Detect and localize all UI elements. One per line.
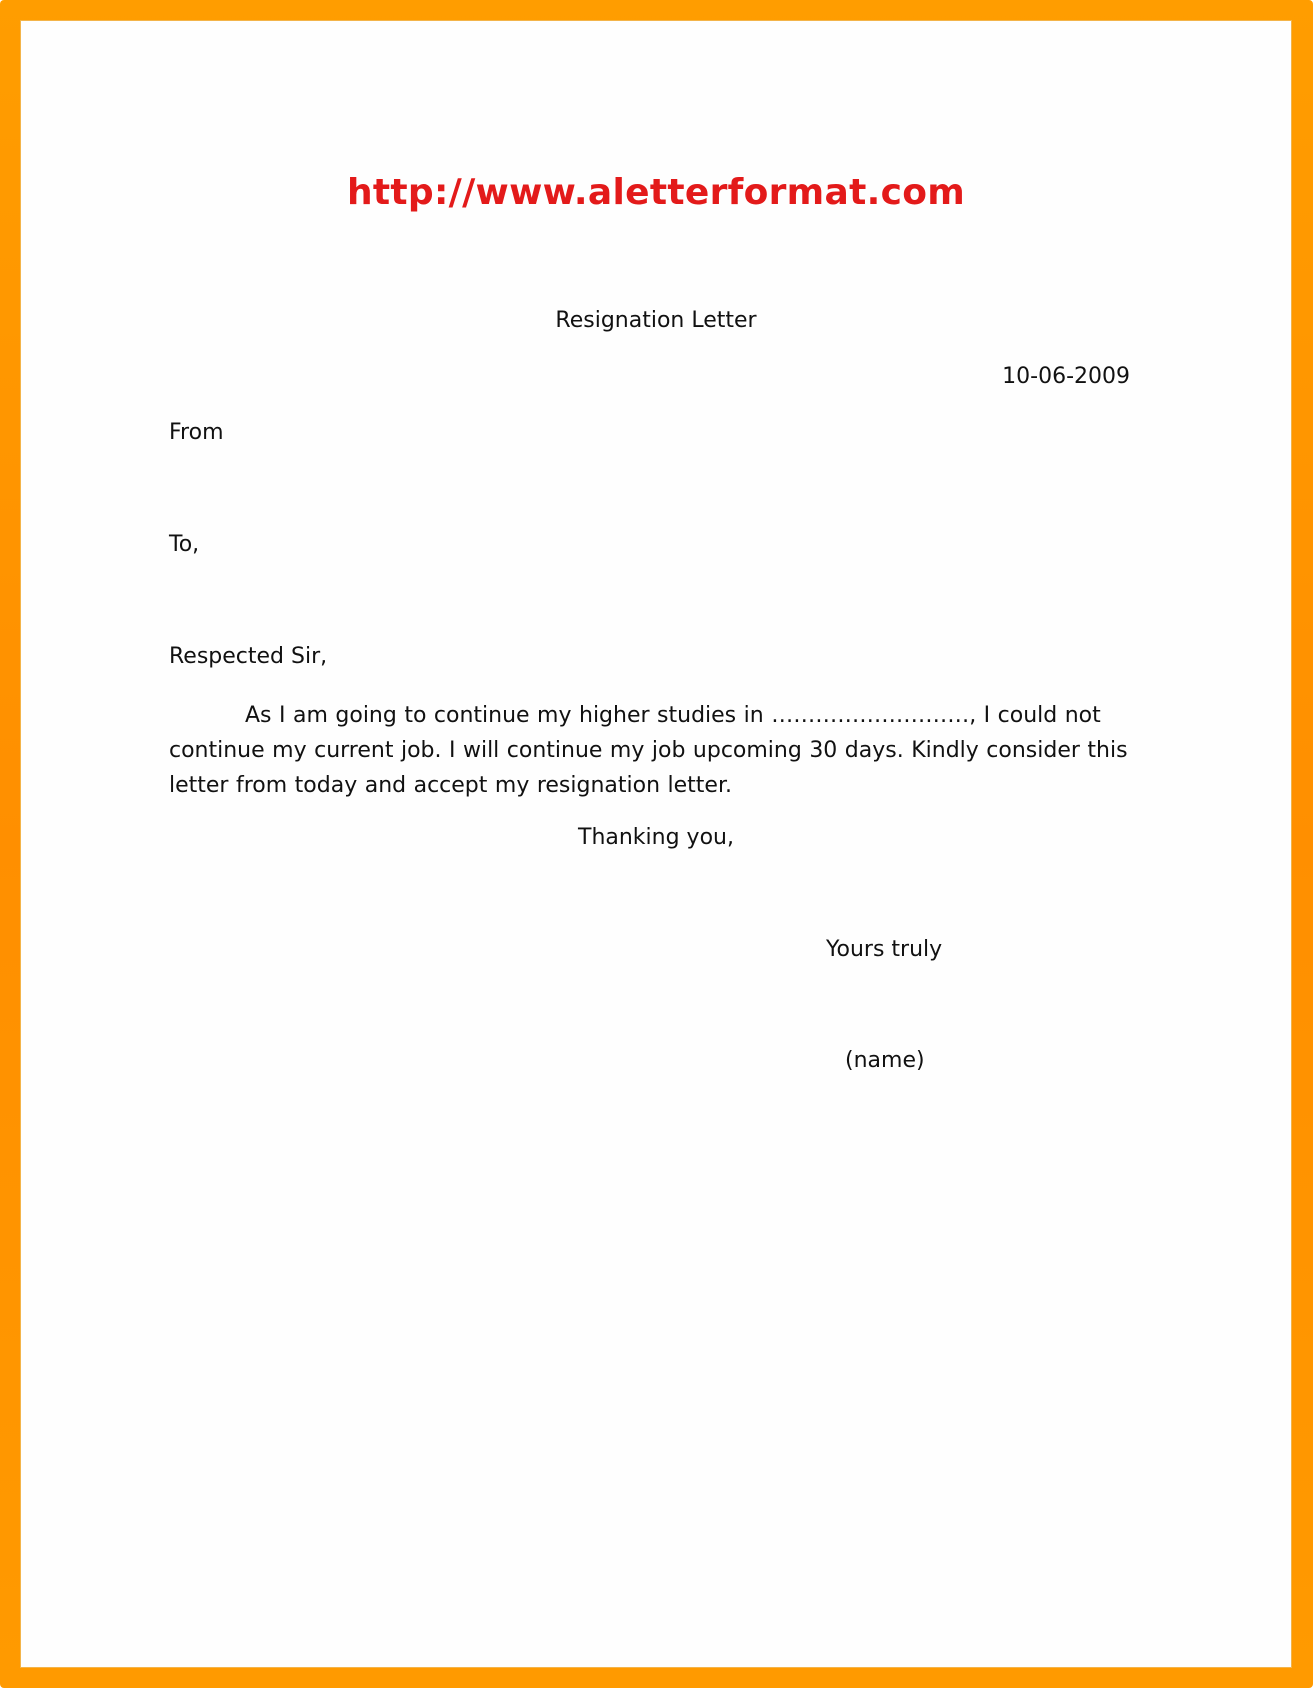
thanking-line: Thanking you, [578, 825, 734, 850]
letter-date: 10-06-2009 [1002, 364, 1130, 389]
closing-line: Yours truly [826, 937, 943, 962]
letter-page [20, 20, 1292, 1668]
letter-title: Resignation Letter [555, 308, 757, 333]
salutation: Respected Sir, [169, 644, 328, 669]
website-url-heading[interactable]: http://www.aletterformat.com [346, 172, 966, 213]
from-label: From [169, 420, 224, 445]
name-placeholder: (name) [845, 1048, 925, 1073]
letter-body-paragraph: As I am going to continue my higher studies in ………………………, I could not continue my current job. I will continue my job upcoming 30 days. Kindly consider this letter from today and accept my resignation letter. [169, 703, 1128, 798]
to-label: To, [169, 532, 200, 557]
